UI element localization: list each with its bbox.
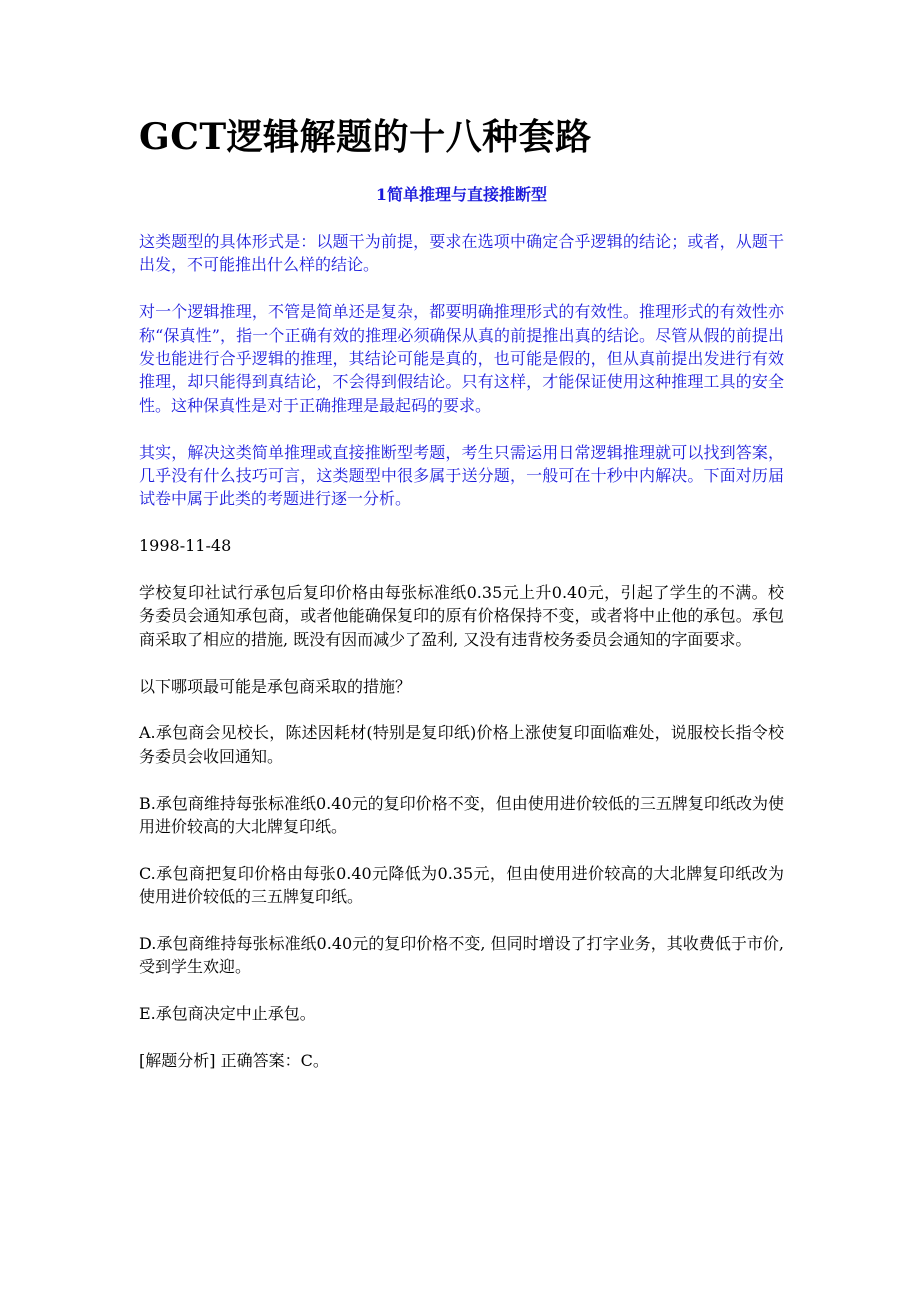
option-d: D.承包商维持每张标准纸0.40元的复印价格不变, 但同时增设了打字业务，其收费低于市价, 受到学生欢迎。 xyxy=(139,934,784,977)
option-a: A.承包商会见校长，陈述因耗材(特别是复印纸)价格上涨使复印面临难处，说服校长指令校务委员会收回通知。 xyxy=(139,723,784,766)
intro-paragraph-2: 对一个逻辑推理，不管是简单还是复杂，都要明确推理形式的有效性。推理形式的有效性亦称“保真性”，指一个正确有效的推理必须确保从真的前提推出真的结论。尽管从假的前提出发也能进行合乎逻辑的推理，其结论可能是真的，也可能是假的，但从真前提出发进行有效推理，却只能得到真结论，不会得到假结论。只有这样，才能保证使用这种推理工具的安全性。这种保真性是对于正确推理是最起码的要求。 xyxy=(139,302,784,415)
document-page xyxy=(139,112,784,1096)
option-b: B.承包商维持每张标准纸0.40元的复印价格不变，但由使用进价较低的三五牌复印纸改为使用进价较高的大北牌复印纸。 xyxy=(139,793,784,837)
option-e: E.承包商决定中止承包。 xyxy=(139,1004,316,1024)
intro-paragraph-1: 这类题型的具体形式是：以题干为前提，要求在选项中确定合乎逻辑的结论；或者，从题干出发，不可能推出什么样的结论。 xyxy=(139,232,784,275)
question-id: 1998-11-48 xyxy=(139,536,232,556)
intro-paragraph-3: 其实，解决这类简单推理或直接推断型考题，考生只需运用日常逻辑推理就可以找到答案，几乎没有什么技巧可言，这类题型中很多属于送分题，一般可在十秒中内解决。下面对历届试卷中属于此类的考题进行逐一分析。 xyxy=(139,442,784,509)
option-c: C.承包商把复印价格由每张0.40元降低为0.35元，但由使用进价较高的大北牌复印纸改为使用进价较低的三五牌复印纸。 xyxy=(139,863,784,907)
section-heading: 1简单推理与直接推断型 xyxy=(375,185,548,204)
question-stem: 学校复印社试行承包后复印价格由每张标准纸0.35元上升0.40元，引起了学生的不满。校务委员会通知承包商，或者他能确保复印的原有价格保持不变，或者将中止他的承包。承包商采取了相应的措施, 既没有因而减少了盈利, 又没有违背校务委员会通知的字面要求。 xyxy=(139,583,784,649)
question-prompt: 以下哪项最可能是承包商采取的措施？ xyxy=(139,676,412,696)
answer-analysis: [解题分析] 正确答案：C。 xyxy=(139,1051,329,1071)
document-title: GCT逻辑解题的十八种套路 xyxy=(139,116,592,158)
